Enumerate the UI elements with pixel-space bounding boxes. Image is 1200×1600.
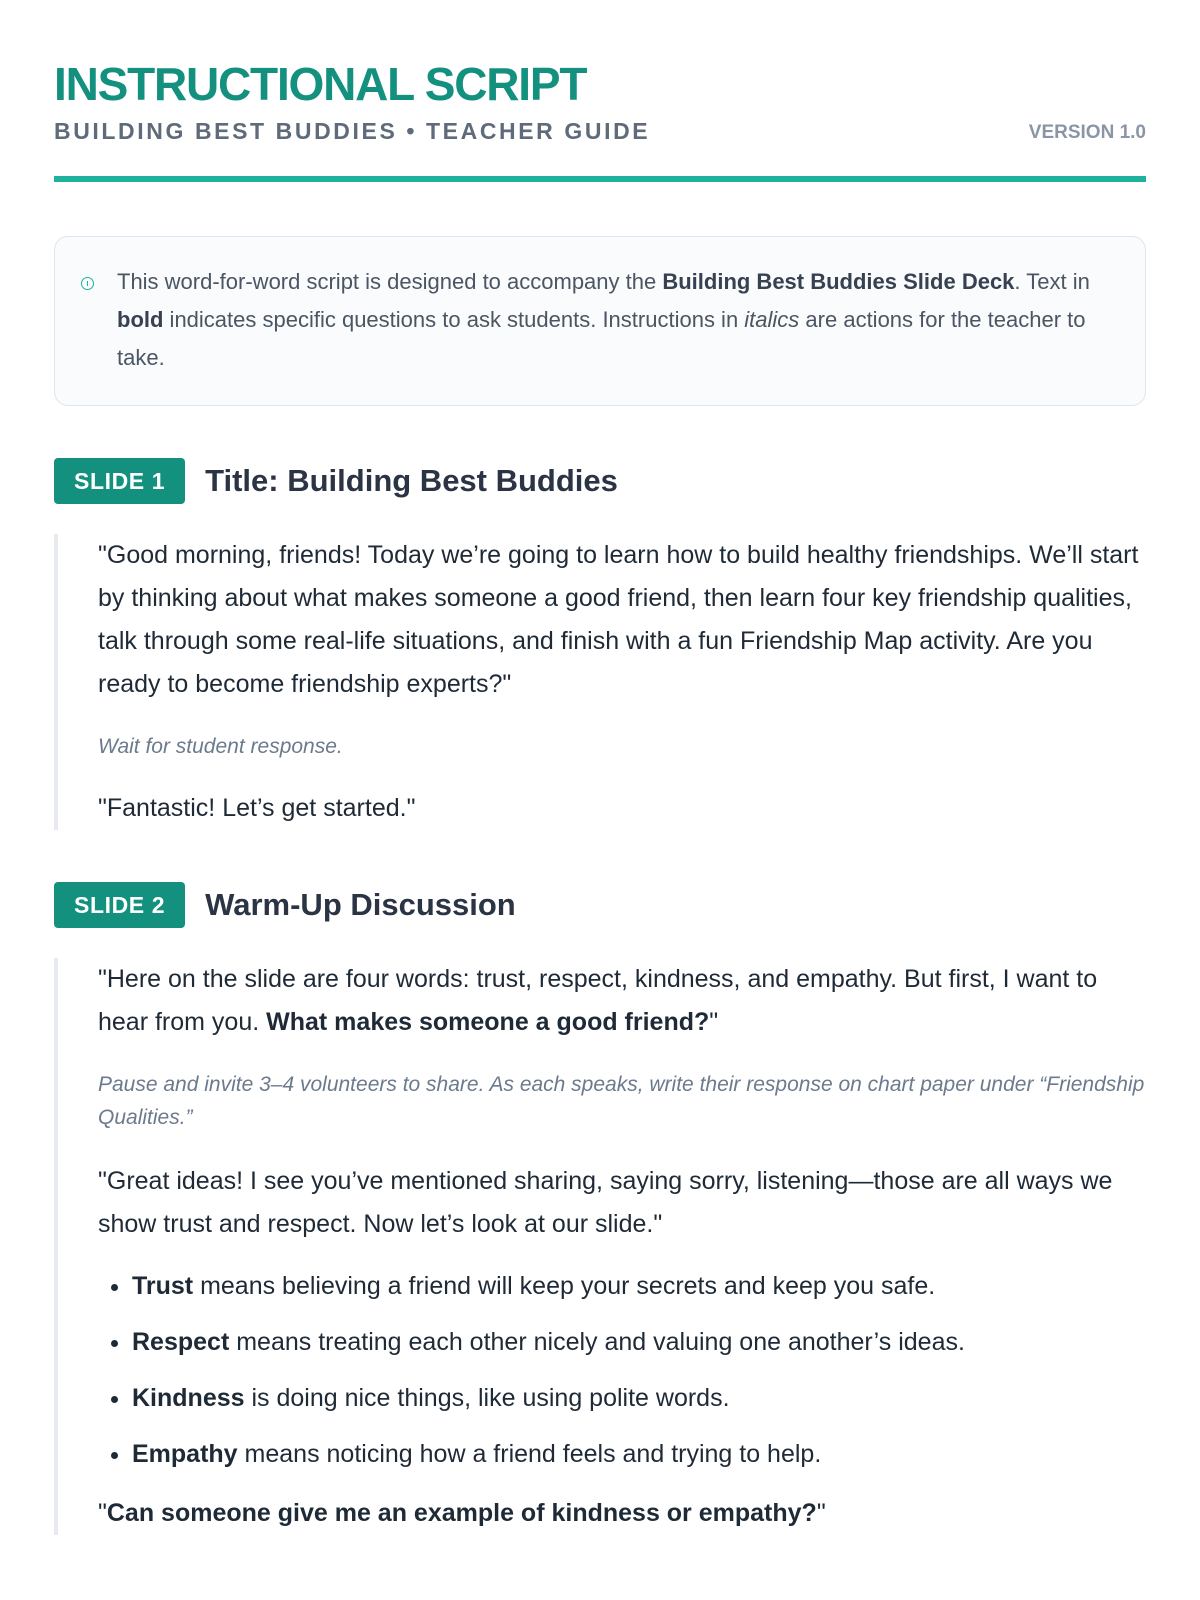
friendship-qualities-list (98, 1268, 1146, 1472)
warm-up-question: What makes someone a good friend? (266, 1008, 710, 1036)
quality-description: means believing a friend will keep your secrets and keep you safe. (193, 1272, 936, 1300)
example-question-text: Can someone give me an example of kindness or empathy? (106, 1499, 817, 1527)
note-deck-name: Building Best Buddies Slide Deck (662, 269, 1015, 294)
note-text: indicates specific questions to ask students. Instructions in (163, 307, 745, 332)
speech-text: "Here on the slide are four words: trust, respect, kindness, and empathy. But first, I want to hear from you. (98, 965, 1098, 1036)
slide-2-heading (54, 882, 1146, 928)
quality-term: Empathy (132, 1440, 238, 1468)
quality-term: Kindness (132, 1384, 245, 1412)
document-header (54, 0, 1146, 182)
slide-2-teacher-action: Pause and invite 3–4 volunteers to share. As each speaks, write their response on chart paper under “Friendship Qualities.” (98, 1073, 1145, 1129)
quality-description: means treating each other nicely and valuing one another’s ideas. (229, 1328, 965, 1356)
list-item (132, 1436, 1146, 1472)
slide-2-title: Warm-Up Discussion (205, 887, 516, 922)
slide-1-heading (54, 458, 1146, 504)
quality-term: Trust (132, 1272, 194, 1300)
document-title: INSTRUCTIONAL SCRIPT (54, 58, 587, 110)
slide-2-example-question (98, 1492, 1146, 1535)
version-label: VERSION 1.0 (1028, 122, 1146, 143)
note-bold-word: bold (117, 307, 164, 332)
note-italics-word: italics (744, 307, 800, 332)
usage-note (54, 236, 1146, 406)
slide-2-intro-speech (98, 958, 1146, 1044)
slide-2-script (54, 958, 1146, 1535)
slide-1-title: Title: Building Best Buddies (205, 463, 618, 498)
slide-1-closing-speech: "Fantastic! Let’s get started." (98, 794, 416, 822)
slide-1-section (54, 458, 1146, 830)
speech-text: " (816, 1499, 826, 1527)
slide-2-section (54, 882, 1146, 1535)
list-item (132, 1380, 1146, 1416)
slide-1-intro-speech: "Good morning, friends! Today we’re going to learn how to build healthy friendships. We’ll start by thinking about what makes someone a good friend, then learn four key friendship qualities, talk through some real-life situations, and finish with a fun Friendship Map activity. Are you ready to become friendship experts?" (98, 541, 1139, 698)
slide-1-teacher-action: Wait for student response. (98, 735, 343, 758)
quality-description: is doing nice things, like using polite words. (244, 1384, 730, 1412)
speech-text: " (709, 1008, 719, 1036)
note-text: are actions for the teacher to take. (117, 307, 1086, 370)
slide-1-badge: SLIDE 1 (54, 458, 185, 504)
slide-2-followup-speech: "Great ideas! I see you’ve mentioned sharing, saying sorry, listening—those are all ways we show trust and respect. Now let’s look at our slide." (98, 1167, 1113, 1238)
note-text: This word-for-word script is designed to accompany the (117, 269, 663, 294)
speech-text: " (98, 1499, 107, 1527)
list-item (132, 1324, 1146, 1360)
quality-description: means noticing how a friend feels and trying to help. (237, 1440, 822, 1468)
quality-term: Respect (132, 1328, 230, 1356)
slide-1-script (54, 534, 1146, 830)
info-icon (81, 277, 94, 290)
slide-2-badge: SLIDE 2 (54, 882, 185, 928)
document-subtitle: BUILDING BEST BUDDIES • TEACHER GUIDE (54, 118, 651, 144)
list-item (132, 1268, 1146, 1304)
note-text: . Text in (1014, 269, 1090, 294)
